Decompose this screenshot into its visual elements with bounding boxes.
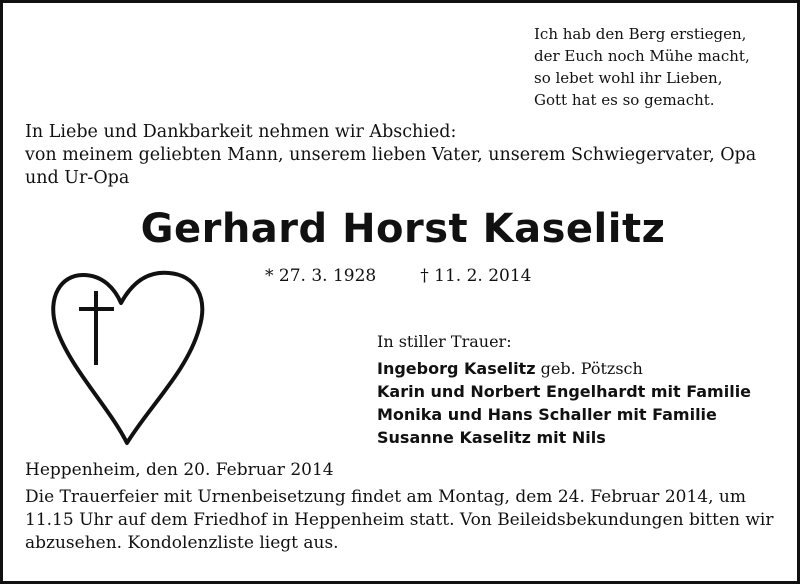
deceased-name: Gerhard Horst Kaselitz (140, 206, 666, 252)
poem (534, 23, 784, 111)
intro-text (25, 121, 785, 190)
mourner-entry (377, 380, 777, 403)
mourner-entry (377, 426, 777, 449)
heart-with-cross-icon (49, 267, 209, 447)
mourner-entry (377, 357, 777, 380)
funeral-line: abzusehen. Kondolenzliste liegt aus. (25, 533, 339, 553)
funeral-info (25, 486, 781, 555)
intro-line: In Liebe und Dankbarkeit nehmen wir Abschied: (25, 122, 457, 142)
mourner-name: Karin und Norbert Engelhardt mit Familie (377, 382, 752, 401)
funeral-line: 11.15 Uhr auf dem Friedhof in Heppenheim statt. Von Beileidsbekundungen bitten wir (25, 510, 774, 530)
poem-line: Ich hab den Berg erstiegen, (534, 25, 747, 43)
poem-line: so lebet wohl ihr Lieben, (534, 69, 723, 87)
life-dates (265, 265, 531, 287)
mourners-list (377, 330, 777, 449)
death-date: † 11. 2. 2014 (420, 266, 532, 286)
funeral-line: Die Trauerfeier mit Urnenbeisetzung findet am Montag, dem 24. Februar 2014, um (25, 487, 746, 507)
poem-line: Gott hat es so gemacht. (534, 91, 715, 109)
poem-line: der Euch noch Mühe macht, (534, 47, 750, 65)
intro-line: von meinem geliebten Mann, unserem lieben Vater, unserem Schwiegervater, Opa (25, 145, 757, 165)
birth-date: * 27. 3. 1928 (265, 266, 377, 286)
mourner-entry (377, 403, 777, 426)
intro-line: und Ur-Opa (25, 168, 130, 188)
mourner-name: Ingeborg Kaselitz (377, 359, 536, 378)
maiden-name: geb. Pötzsch (540, 359, 643, 378)
place-and-date: Heppenheim, den 20. Februar 2014 (25, 460, 334, 480)
mourner-name: Susanne Kaselitz mit Nils (377, 428, 606, 447)
mourners-heading: In stiller Trauer: (377, 332, 512, 351)
mourner-name: Monika und Hans Schaller mit Familie (377, 405, 717, 424)
